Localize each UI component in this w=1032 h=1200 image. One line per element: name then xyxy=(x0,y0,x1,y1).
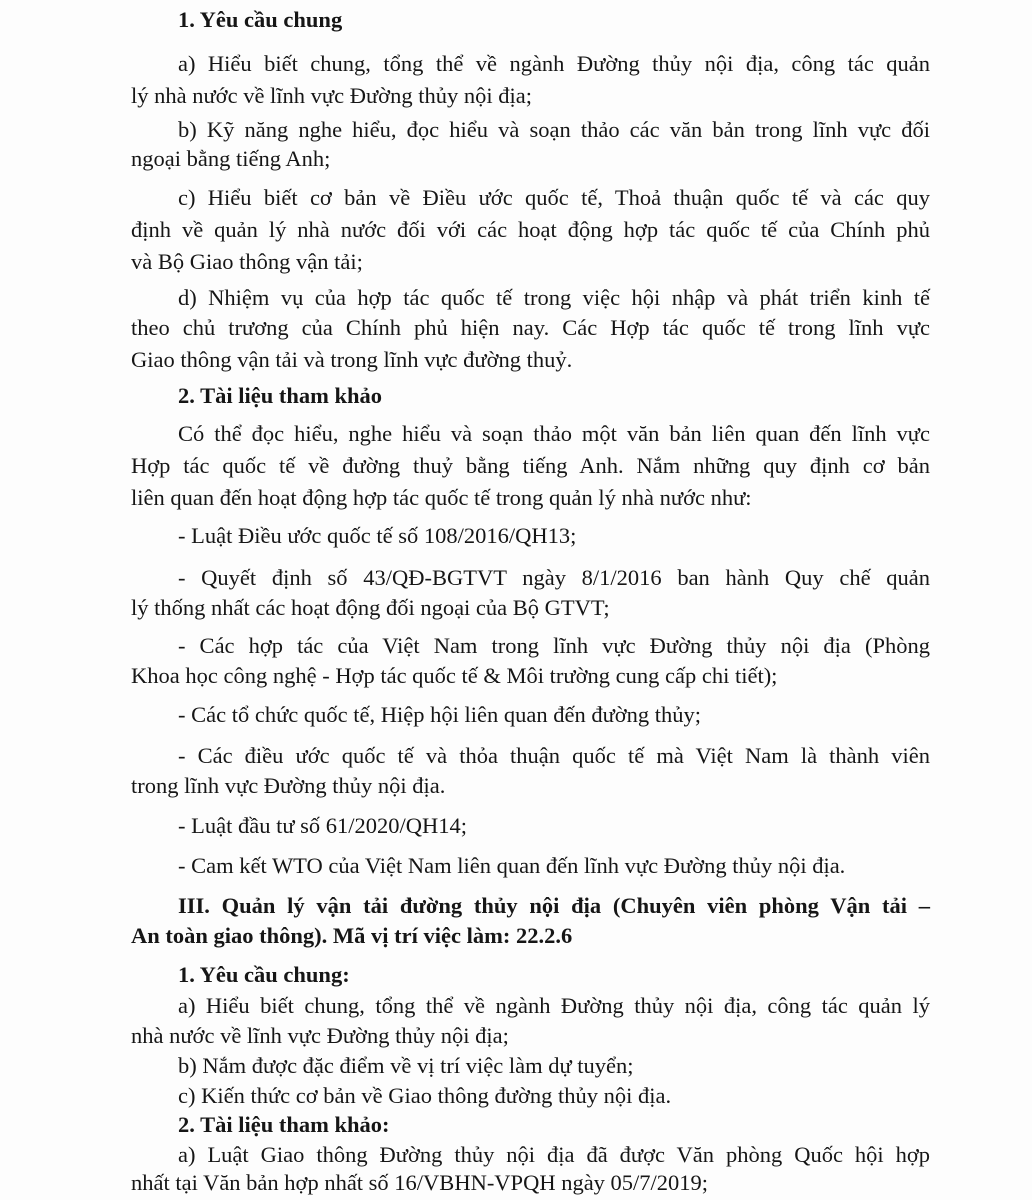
section-heading: 1. Yêu cầu chung: xyxy=(178,962,350,987)
section-heading: 1. Yêu cầu chung xyxy=(178,7,343,32)
paragraph-line: a) Hiểu biết chung, tổng thể về ngành Đường thủy nội địa, công tác quản lý xyxy=(178,993,930,1018)
paragraph-line: c) Kiến thức cơ bản về Giao thông đường thủy nội địa. xyxy=(178,1083,672,1108)
section-heading: 2. Tài liệu tham khảo xyxy=(178,383,383,408)
paragraph-line: liên quan đến hoạt động hợp tác quốc tế trong quản lý nhà nước như: xyxy=(131,485,752,510)
list-item: - Luật đầu tư số 61/2020/QH14; xyxy=(178,813,468,838)
paragraph-line: định về quản lý nhà nước đối với các hoạt động hợp tác quốc tế của Chính phủ xyxy=(131,217,930,242)
paragraph-line: a) Luật Giao thông Đường thủy nội địa đã được Văn phòng Quốc hội hợp xyxy=(178,1142,930,1167)
paragraph-line: b) Kỹ năng nghe hiểu, đọc hiểu và soạn thảo các văn bản trong lĩnh vực đối xyxy=(178,117,930,142)
paragraph-line: Giao thông vận tải và trong lĩnh vực đường thuỷ. xyxy=(131,347,573,372)
list-item: - Luật Điều ước quốc tế số 108/2016/QH13; xyxy=(178,523,577,548)
paragraph-line: Hợp tác quốc tế về đường thuỷ bằng tiếng Anh. Nắm những quy định cơ bản xyxy=(131,453,930,478)
paragraph-line: a) Hiểu biết chung, tổng thể về ngành Đường thủy nội địa, công tác quản xyxy=(178,51,930,76)
paragraph-line: nhà nước về lĩnh vực Đường thủy nội địa; xyxy=(131,1023,509,1048)
list-item: - Quyết định số 43/QĐ-BGTVT ngày 8/1/2016 ban hành Quy chế quản xyxy=(178,565,930,590)
section-title: III. Quản lý vận tải đường thủy nội địa (Chuyên viên phòng Vận tải – xyxy=(178,893,930,918)
paragraph-line: b) Nắm được đặc điểm về vị trí việc làm dự tuyển; xyxy=(178,1053,634,1078)
paragraph-line: lý nhà nước về lĩnh vực Đường thủy nội địa; xyxy=(131,83,532,108)
list-item: Khoa học công nghệ - Hợp tác quốc tế & Môi trường cung cấp chi tiết); xyxy=(131,663,778,688)
list-item: trong lĩnh vực Đường thủy nội địa. xyxy=(131,773,446,798)
paragraph-line: và Bộ Giao thông vận tải; xyxy=(131,249,363,274)
section-heading: 2. Tài liệu tham khảo: xyxy=(178,1112,390,1137)
paragraph-line: d) Nhiệm vụ của hợp tác quốc tế trong việc hội nhập và phát triển kinh tế xyxy=(178,285,930,310)
paragraph-line: Có thể đọc hiểu, nghe hiểu và soạn thảo một văn bản liên quan đến lĩnh vực xyxy=(178,421,930,446)
list-item: - Cam kết WTO của Việt Nam liên quan đến lĩnh vực Đường thủy nội địa. xyxy=(178,853,846,878)
list-item: - Các điều ước quốc tế và thỏa thuận quốc tế mà Việt Nam là thành viên xyxy=(178,743,930,768)
section-title: An toàn giao thông). Mã vị trí việc làm: 22.2.6 xyxy=(131,923,573,948)
paragraph-line: theo chủ trương của Chính phủ hiện nay. Các Hợp tác quốc tế trong lĩnh vực xyxy=(131,315,930,340)
paragraph-line: ngoại bằng tiếng Anh; xyxy=(131,146,331,171)
list-item: lý thống nhất các hoạt động đối ngoại của Bộ GTVT; xyxy=(131,595,610,620)
paragraph-line: nhất tại Văn bản hợp nhất số 16/VBHN-VPQH ngày 05/7/2019; xyxy=(131,1170,709,1195)
list-item: - Các tổ chức quốc tế, Hiệp hội liên quan đến đường thủy; xyxy=(178,702,702,727)
paragraph-line: c) Hiểu biết cơ bản về Điều ước quốc tế, Thoả thuận quốc tế và các quy xyxy=(178,185,930,210)
list-item: - Các hợp tác của Việt Nam trong lĩnh vực Đường thủy nội địa (Phòng xyxy=(178,633,930,658)
